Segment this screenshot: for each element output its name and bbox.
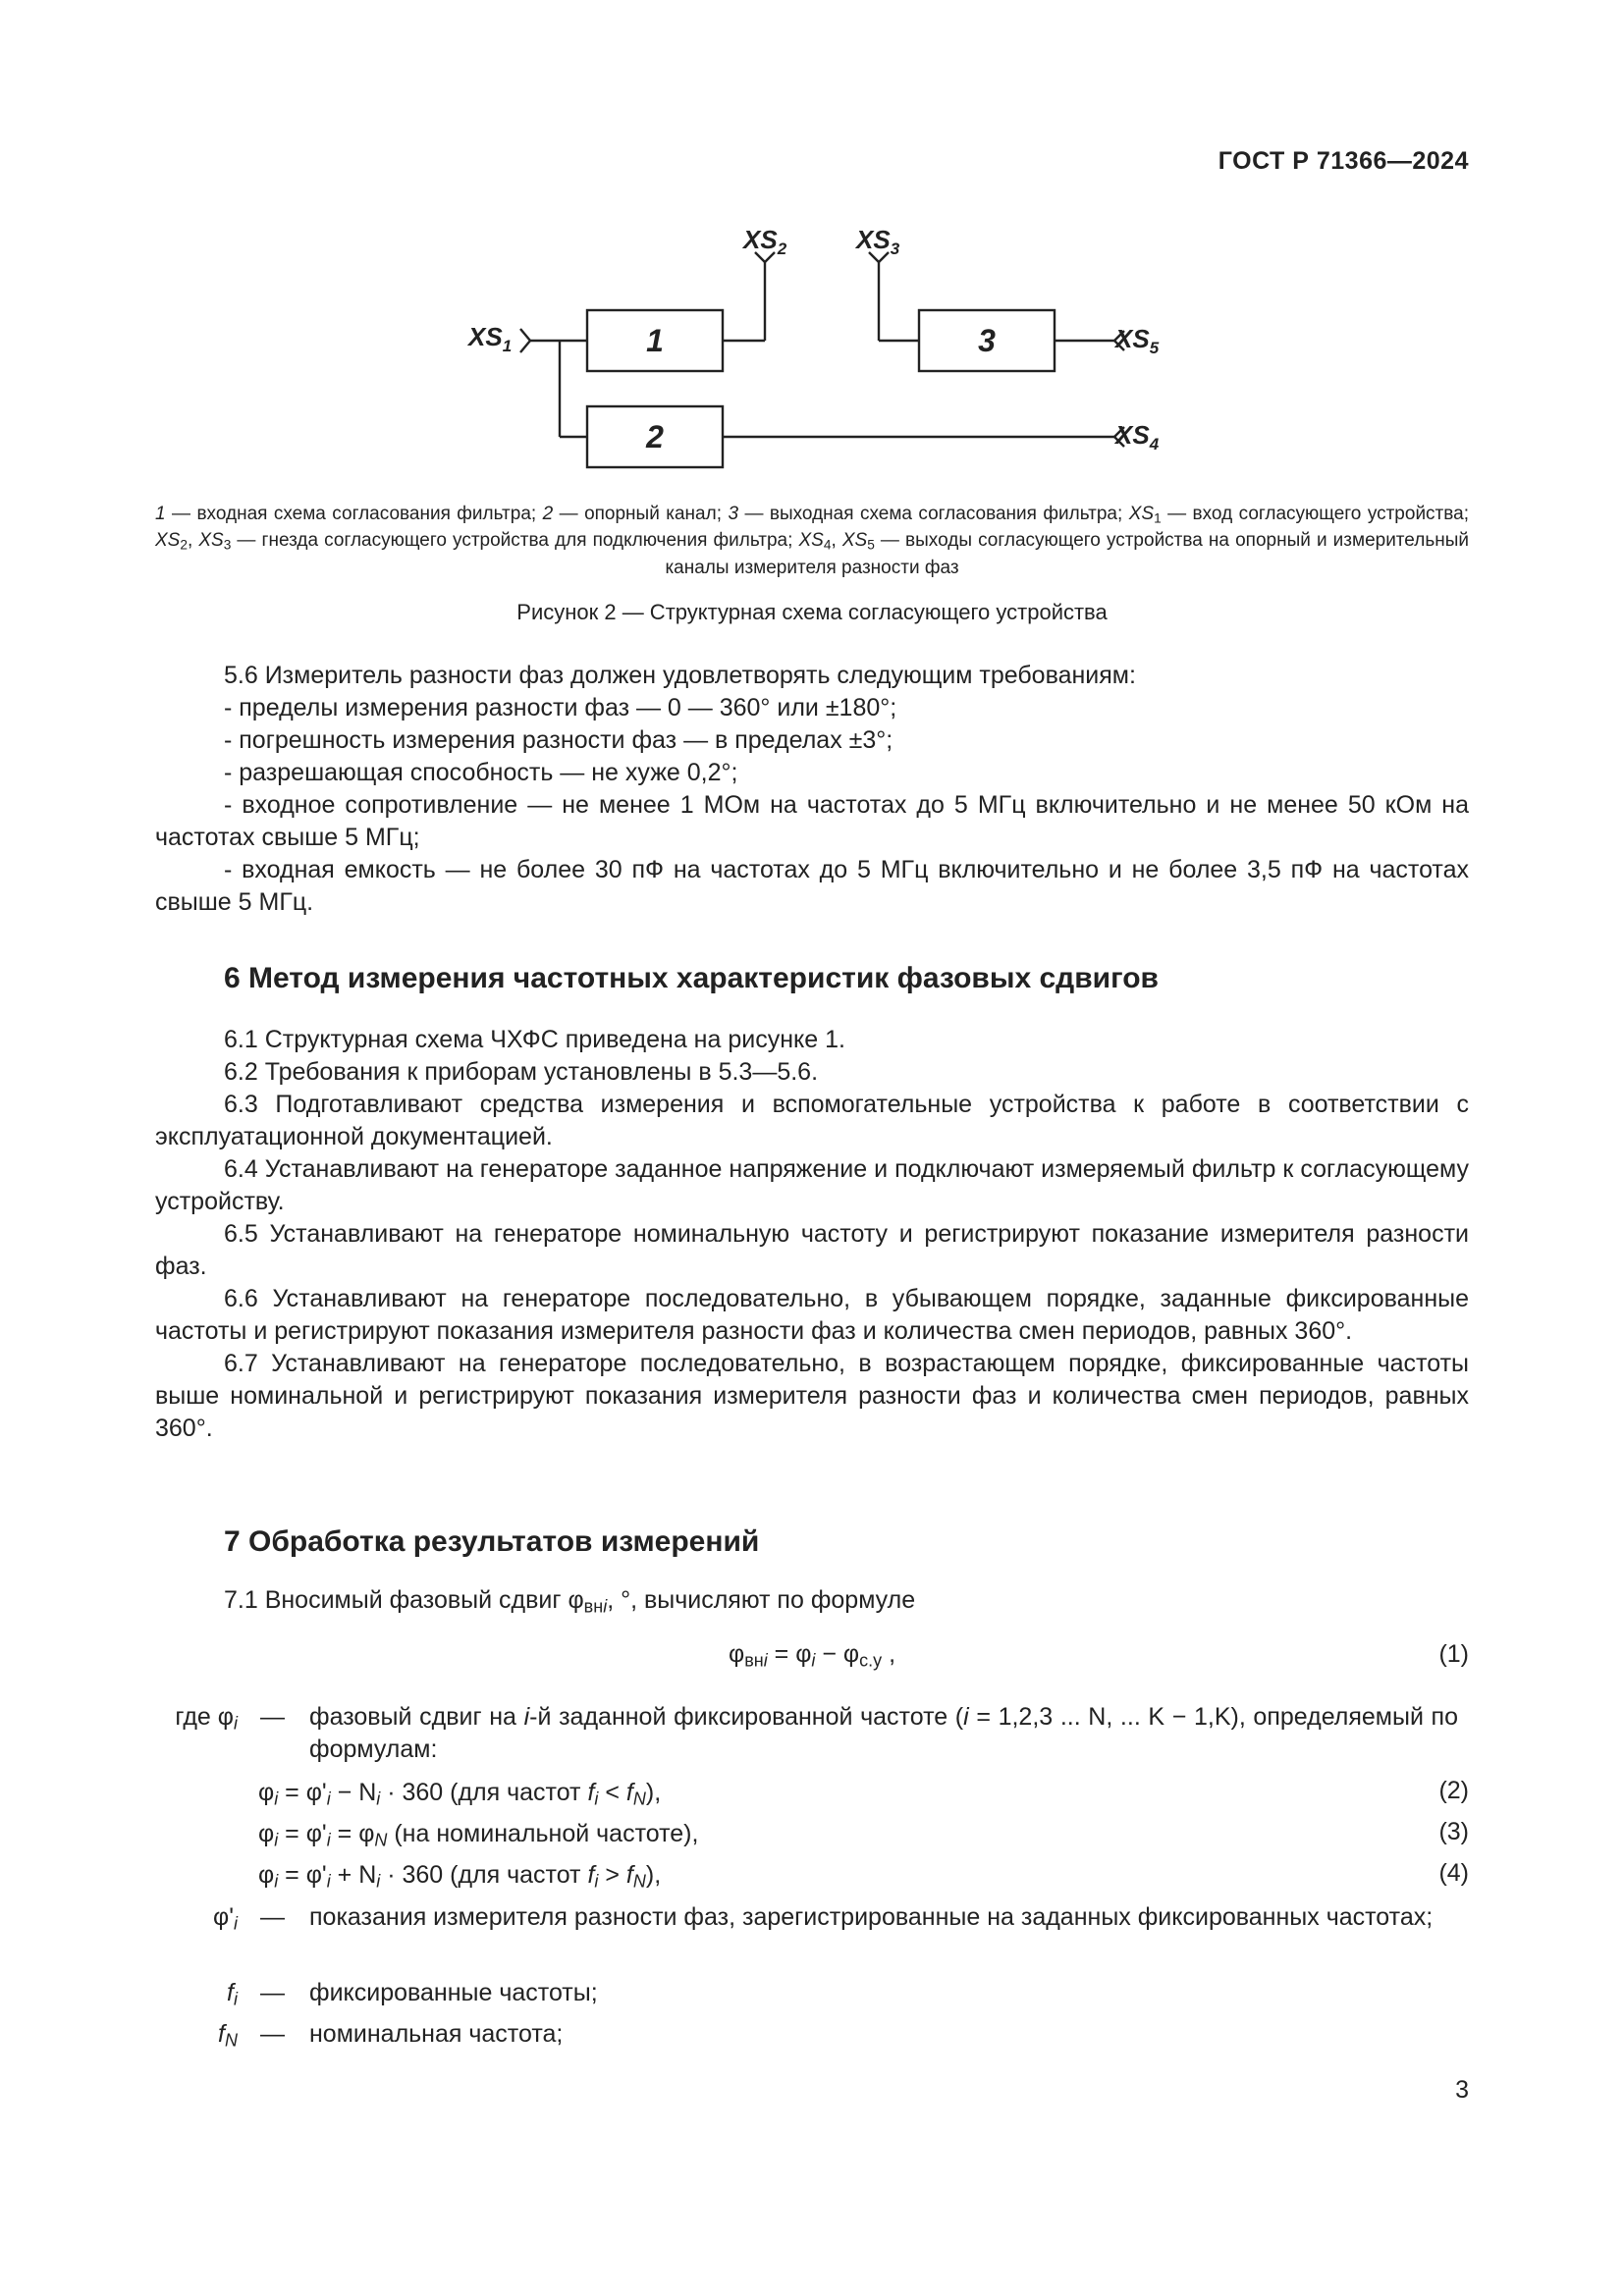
- paragraph-6-2: 6.2 Требования к приборам установлены в 5.3—5.6.: [224, 1058, 819, 1086]
- xs1-label: $XS_1$: [468, 322, 513, 355]
- requirement-item: - погрешность измерения разности фаз — в пределах ±3°;: [224, 726, 893, 754]
- paragraph-6-1: 6.1 Структурная схема ЧХФС приведена на рисунке 1.: [224, 1026, 845, 1053]
- symbol-phi-prime: $\varphi'_i$: [213, 1903, 238, 1934]
- definition-phi-i: фазовый сдвиг на i-й заданной фиксированной частоте (i = 1,2,3 ... N, ... K − 1,K), определяемый по формулам:: [309, 1703, 1459, 1763]
- definition-dash: —: [260, 1703, 285, 1731]
- xs4-label: $XS_4$: [1115, 420, 1160, 454]
- figure-caption: Рисунок 2 — Структурная схема согласующего устройства: [516, 600, 1108, 624]
- requirement-item: - входное сопротивление — не менее 1 МОм на частотах до 5 МГц включительно и не менее 50 кОм на частотах свыше 5 МГц;: [155, 791, 1469, 851]
- standard-number: ГОСТ Р 71366—2024: [1218, 147, 1469, 175]
- xs5-label: $XS_5$: [1115, 324, 1160, 357]
- formula-1: $\varphi_{внi} = \varphi_i - \varphi_{с.у}$ ,: [728, 1640, 896, 1671]
- formula-2: $\varphi_i = \varphi'_i - N_i \cdot 360$ (для частот $f_i < f_N$),: [258, 1779, 662, 1809]
- paragraph-6-4: 6.4 Устанавливают на генераторе заданное напряжение и подключают измеряемый фильтр к согласующему устройству.: [155, 1155, 1469, 1215]
- section-6-body: [155, 1024, 1469, 1445]
- section-7-heading: 7 Обработка результатов измерений: [224, 1525, 760, 1558]
- definition-phi-prime: показания измерителя разности фаз, зарегистрированные на заданных фиксированных частотах;: [309, 1903, 1434, 1931]
- definition-f-i: фиксированные частоты;: [309, 1979, 598, 2006]
- symbol-f-i: $f_i$: [227, 1979, 238, 2009]
- figure-legend: 1 — входная схема согласования фильтра; 2 — опорный канал; 3 — выходная схема согласования фильтра; $XS_1$ — вход согласующего устройства; $XS_2$, $XS_3$ — гнезда согласующего устройства для подключения фильтра; $XS_4$, $XS_5$ — выходы согласующего устройства на опорный и измерительный каналы измерителя разности фаз: [155, 504, 1469, 578]
- requirement-item: - разрешающая способность — не хуже 0,2°;: [224, 759, 738, 786]
- paragraph-6-7: 6.7 Устанавливают на генераторе последовательно, в возрастающем порядке, фиксированные частоты выше номинальной и регистрируют показания измерителя разности фаз и количества смен периодов, равных 360°.: [155, 1350, 1469, 1442]
- section-6-heading: 6 Метод измерения частотных характеристик фазовых сдвигов: [224, 962, 1159, 994]
- paragraph-7-1: 7.1 Вносимый фазовый сдвиг $\varphi_{внi}$, °, вычисляют по формуле: [224, 1586, 916, 1617]
- where-phi-i: где $\varphi_i$: [175, 1703, 238, 1734]
- xs2-label: $XS_2$: [743, 225, 787, 258]
- block-3-label: 3: [978, 323, 996, 358]
- equation-number-2: (2): [1438, 1777, 1469, 1804]
- page-number: 3: [1455, 2076, 1469, 2104]
- equation-number-3: (3): [1438, 1818, 1469, 1845]
- xs3-label: $XS_3$: [856, 225, 900, 258]
- formula-4: $\varphi_i = \varphi'_i + N_i \cdot 360$ (для частот $f_i > f_N$),: [258, 1861, 662, 1892]
- paragraph-6-5: 6.5 Устанавливают на генераторе номинальную частоту и регистрируют показание измерителя разности фаз.: [155, 1220, 1469, 1280]
- definition-dash: —: [260, 2020, 285, 2048]
- paragraph-5-6: 5.6 Измеритель разности фаз должен удовлетворять следующим требованиям:: [224, 662, 1136, 689]
- block-1-label: 1: [646, 323, 664, 358]
- definition-f-N: номинальная частота;: [309, 2020, 564, 2048]
- formula-3: $\varphi_i = \varphi'_i = \varphi_N$ (на номинальной частоте),: [258, 1820, 699, 1850]
- requirement-item: - пределы измерения разности фаз — 0 — 360° или ±180°;: [224, 694, 897, 721]
- equation-number-1: (1): [1438, 1640, 1469, 1668]
- symbol-f-N: $f_N$: [218, 2020, 238, 2051]
- section-5-6: [155, 660, 1469, 919]
- definition-dash: —: [260, 1979, 285, 2006]
- requirement-item: - входная емкость — не более 30 пФ на частотах до 5 МГц включительно и не более 3,5 пФ на частотах свыше 5 МГц.: [155, 856, 1469, 916]
- paragraph-6-6: 6.6 Устанавливают на генераторе последовательно, в убывающем порядке, заданные фиксированные частоты и регистрируют показания измерителя разности фаз и количества смен периодов, равных 360°.: [155, 1285, 1469, 1345]
- xs1-connector-icon: [520, 329, 530, 352]
- equation-number-4: (4): [1438, 1859, 1469, 1887]
- paragraph-6-3: 6.3 Подготавливают средства измерения и вспомогательные устройства к работе в соответствии с эксплуатационной документацией.: [155, 1091, 1469, 1150]
- structural-diagram: [461, 221, 1168, 476]
- definition-dash: —: [260, 1903, 285, 1931]
- block-2-label: 2: [646, 419, 664, 454]
